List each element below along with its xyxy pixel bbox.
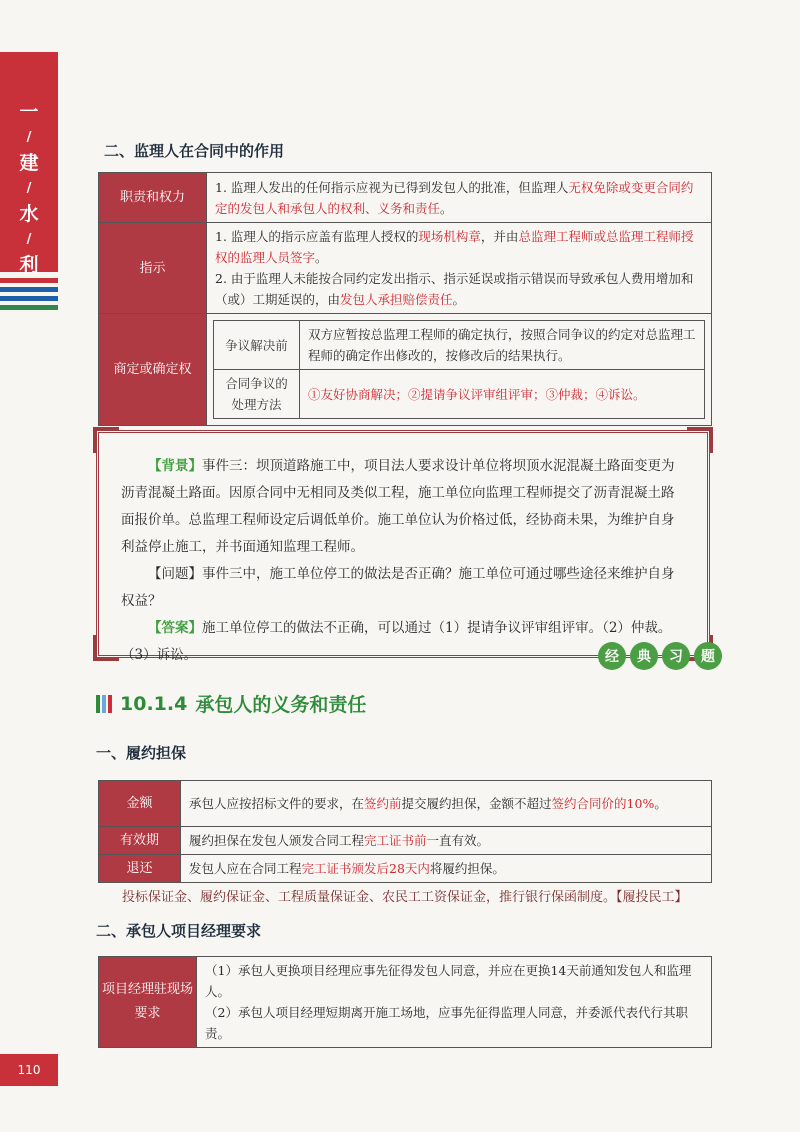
- row-content: 1. 监理人的指示应盖有监理人授权的现场机构章，并由总监理工程师或总监理工程师授权的监理人员签字。 2. 由于监理人未能按合同约定发出指示、指示延误或指示错误而导致承包人费用增加和（或）工期延误的，由发包人承担赔偿责任。: [207, 223, 712, 314]
- sub-row-content: 双方应暂按总监理工程师的确定执行，按照合同争议的约定对总监理工程师的确定作出修改的，按修改后的结果执行。: [300, 321, 705, 370]
- badge-char: 习: [662, 642, 690, 670]
- section-heading-10-1-4: 10.1.4 承包人的义务和责任: [96, 690, 366, 717]
- case-box: [96, 430, 710, 663]
- side-tab-char: /: [26, 232, 32, 247]
- section-title-supervisor: 二、监理人在合同中的作用: [104, 142, 285, 160]
- case-answer: 【答案】施工单位停工的做法不正确，可以通过（1）提请争议评审组评审。（2）仲裁。（3）诉讼。: [121, 620, 672, 663]
- bond-table: [98, 780, 712, 883]
- row-label: 指示: [99, 223, 207, 314]
- table-row: 有效期 履约担保在发包人颁发合同工程完工证书前一直有效。: [99, 827, 712, 855]
- row-content: 1. 监理人发出的任何指示应视为已得到发包人的批准，但监理人无权免除或变更合同约定的发包人和承包人的权利、义务和责任。: [207, 173, 712, 223]
- badge-char: 题: [694, 642, 722, 670]
- dispute-subtable: [213, 320, 705, 419]
- subsection-title-bond: 一、履约担保: [96, 744, 187, 762]
- supervisor-table: [98, 172, 712, 426]
- row-label: 职责和权力: [99, 173, 207, 223]
- badge-char: 典: [630, 642, 658, 670]
- row-label: 商定或确定权: [99, 314, 207, 426]
- table-row: [99, 314, 712, 426]
- heading-bars-icon: [96, 695, 112, 713]
- row-content: [207, 314, 712, 426]
- side-tab-char: 一: [19, 101, 39, 123]
- case-background: 【背景】事件三：坝顶道路施工中，项目法人要求设计单位将坝顶水泥混凝土路面变更为沥青混凝土路面。因原合同中无相同及类似工程，施工单位向监理工程师提交了沥青混凝土路面报价单。总监理工程师设定后调低单价。施工单位认为价格过低，经协商未果，为维护自身利益停止施工，并书面通知监理工程师。: [121, 458, 675, 555]
- table-row: [99, 223, 712, 314]
- classic-exercise-badge: [598, 642, 722, 670]
- table-row: 项目经理驻现场要求 （1）承包人更换项目经理应事先征得发包人同意，并应在更换14天前通知发包人和监理人。 （2）承包人项目经理短期离开施工场地，应事先征得监理人同意，并委派代表代行其职责。: [99, 957, 712, 1048]
- sub-row-label: 争议解决前: [214, 321, 300, 370]
- side-tab-char: /: [26, 130, 32, 145]
- case-question: 【问题】事件三中，施工单位停工的做法是否正确？施工单位可通过哪些途径来维护自身权益？: [121, 566, 675, 609]
- sub-row-label: 合同争议的处理方法: [214, 370, 300, 419]
- page-number: 110: [0, 1054, 58, 1086]
- table-row: 退还 发包人应在合同工程完工证书颁发后28天内将履约担保。: [99, 855, 712, 883]
- subsection-title-pm: 二、承包人项目经理要求: [96, 922, 262, 940]
- sub-row-content: ①友好协商解决；②提请争议评审组评审；③仲裁；④诉讼。: [300, 370, 705, 419]
- table-row: [99, 173, 712, 223]
- badge-char: 经: [598, 642, 626, 670]
- side-tab-char: /: [26, 181, 32, 196]
- chapter-side-tab: [0, 52, 58, 276]
- side-tab-char: 建: [19, 152, 39, 174]
- table-row: 金额 承包人应按招标文件的要求，在签约前提交履约担保，金额不超过签约合同价的10%。: [99, 781, 712, 827]
- side-tab-char: 水: [19, 203, 39, 225]
- guarantee-note: 投标保证金、履约保证金、工程质量保证金、农民工工资保证金，推行银行保函制度。【履投民工】: [122, 890, 688, 905]
- pm-table: [98, 956, 712, 1048]
- side-tab-char: 利: [19, 254, 39, 276]
- side-stripes: [0, 278, 58, 314]
